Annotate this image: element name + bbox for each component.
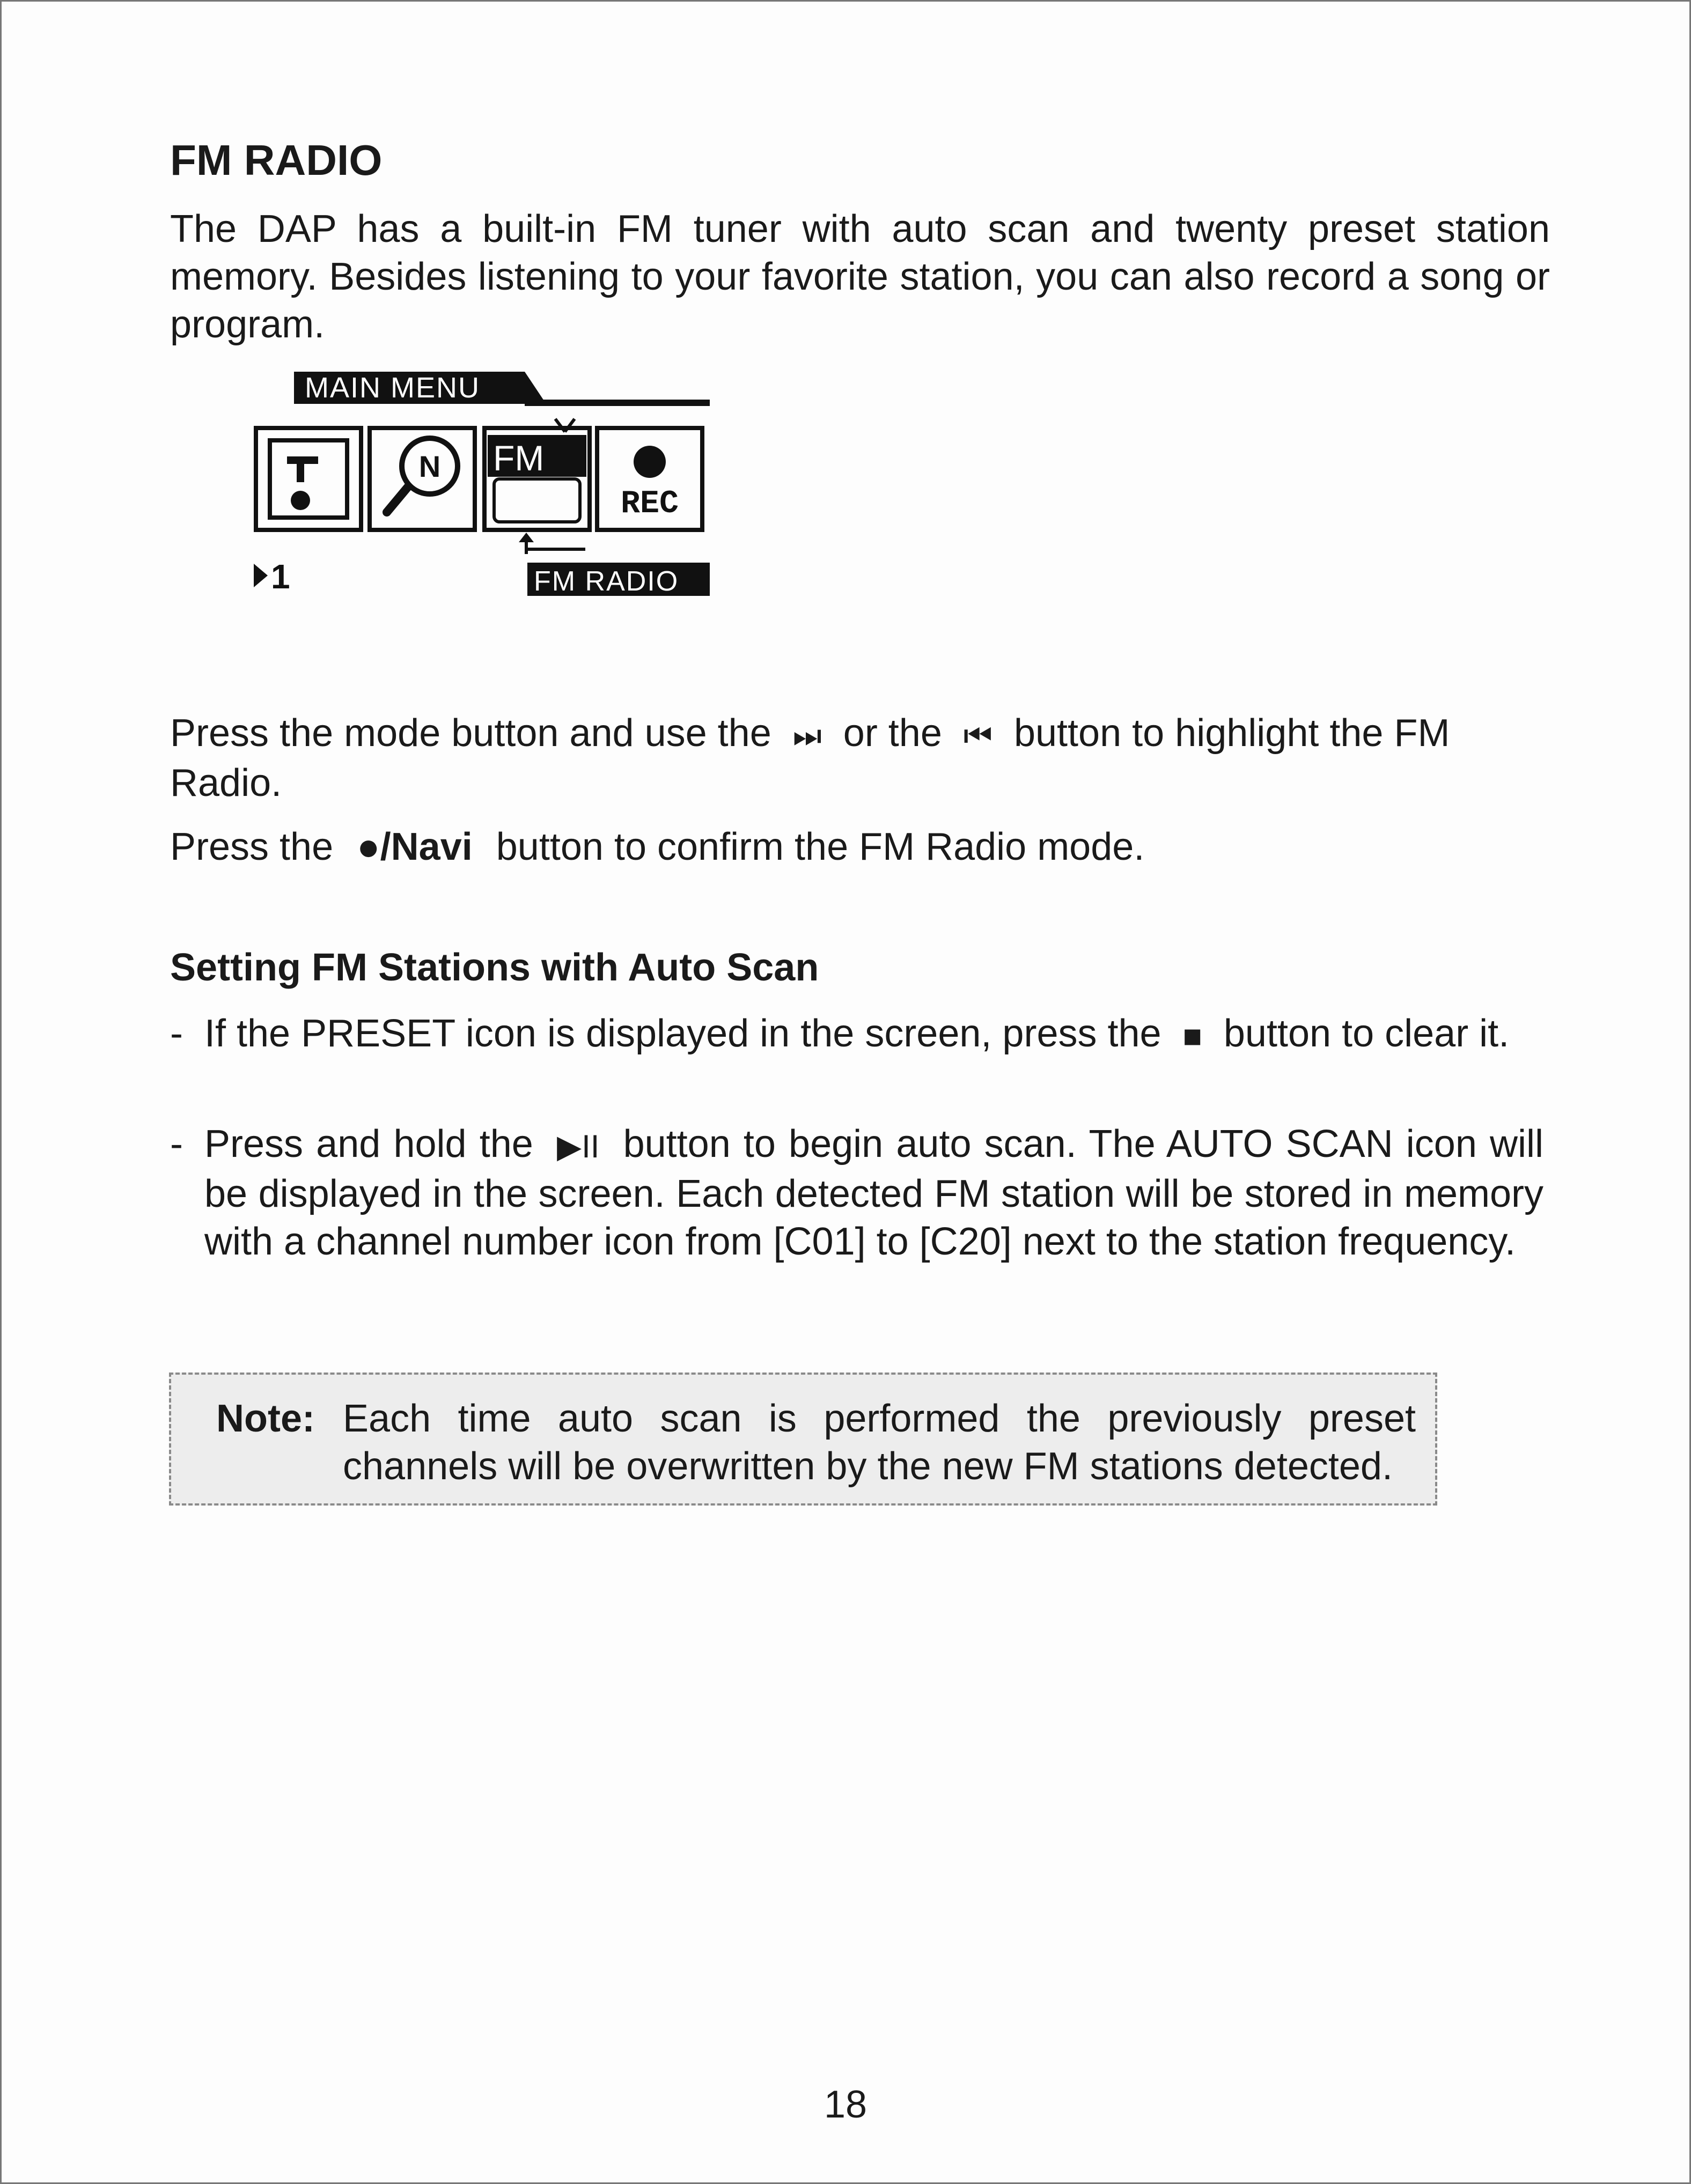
step1-text-c: button to highlight the FM Radio. — [170, 712, 1450, 805]
bullet-auto-scan — [170, 1120, 1543, 1266]
navi-button-label: ●/Navi — [357, 825, 473, 868]
step-confirm-paragraph — [170, 823, 1543, 871]
next-track-icon: ⏭ — [792, 718, 822, 754]
auto-scan-subheading: Setting FM Stations with Auto Scan — [170, 946, 819, 989]
play-pause-icon: ▶II — [556, 1128, 600, 1165]
bullet-dash: - — [170, 1123, 183, 1165]
stop-icon: ■ — [1182, 1018, 1202, 1054]
main-menu-header-label: MAIN MENU — [305, 372, 480, 404]
note-box — [169, 1373, 1437, 1506]
fm-radio-menu-icon-label: FM — [493, 438, 545, 478]
page-title: FM RADIO — [170, 136, 383, 184]
page-number: 18 — [824, 2083, 867, 2126]
bullet-clear-preset — [170, 1010, 1543, 1060]
record-menu-icon — [597, 428, 702, 530]
step2-text-b: button to confirm the FM Radio mode. — [496, 825, 1145, 868]
step1-text-a: Press the mode button and use the — [170, 712, 771, 755]
record-menu-icon-label: REC — [620, 486, 679, 522]
bullet2-text-a: Press and hold the — [204, 1123, 533, 1165]
menu-position-indicator — [254, 557, 290, 596]
fm-radio-menu-icon — [484, 419, 590, 530]
step-highlight-paragraph — [170, 710, 1543, 807]
fm-radio-callout-label: FM RADIO — [534, 566, 679, 597]
navigation-menu-icon — [370, 428, 475, 530]
bullet1-text-b: button to clear it. — [1223, 1012, 1510, 1055]
step2-text-a: Press the — [170, 825, 334, 868]
menu-position-number: 1 — [271, 557, 290, 596]
bullet2-text-b: button to begin auto scan. The AUTO SCAN icon will be displayed in the screen. Each detected FM station will be stored in memory with a channel number icon from [C01] to [C20] next to the station frequency. — [204, 1123, 1543, 1264]
bullet-auto-scan-text — [204, 1120, 1543, 1266]
fm-radio-callout — [519, 533, 710, 597]
note-text: Each time auto scan is performed the previously preset channels will be overwritten by the new FM stations detected. — [343, 1397, 1416, 1488]
main-menu-header — [294, 372, 710, 406]
step1-text-b: or the — [843, 712, 942, 755]
bullet1-text-a: If the PRESET icon is displayed in the screen, press the — [204, 1012, 1161, 1055]
intro-paragraph: The DAP has a built-in FM tuner with auto scan and twenty preset station memory. Besides listening to your favorite station, you can also record a song or program. — [170, 208, 1550, 346]
bullet-dash: - — [170, 1012, 183, 1055]
bullet-clear-preset-text — [204, 1010, 1543, 1060]
previous-track-icon: ⏮ — [963, 718, 992, 754]
note-label: Note: — [216, 1397, 315, 1440]
main-menu-illustration — [248, 366, 720, 602]
music-menu-icon — [256, 428, 361, 530]
navigation-menu-icon-label: N — [418, 449, 441, 483]
